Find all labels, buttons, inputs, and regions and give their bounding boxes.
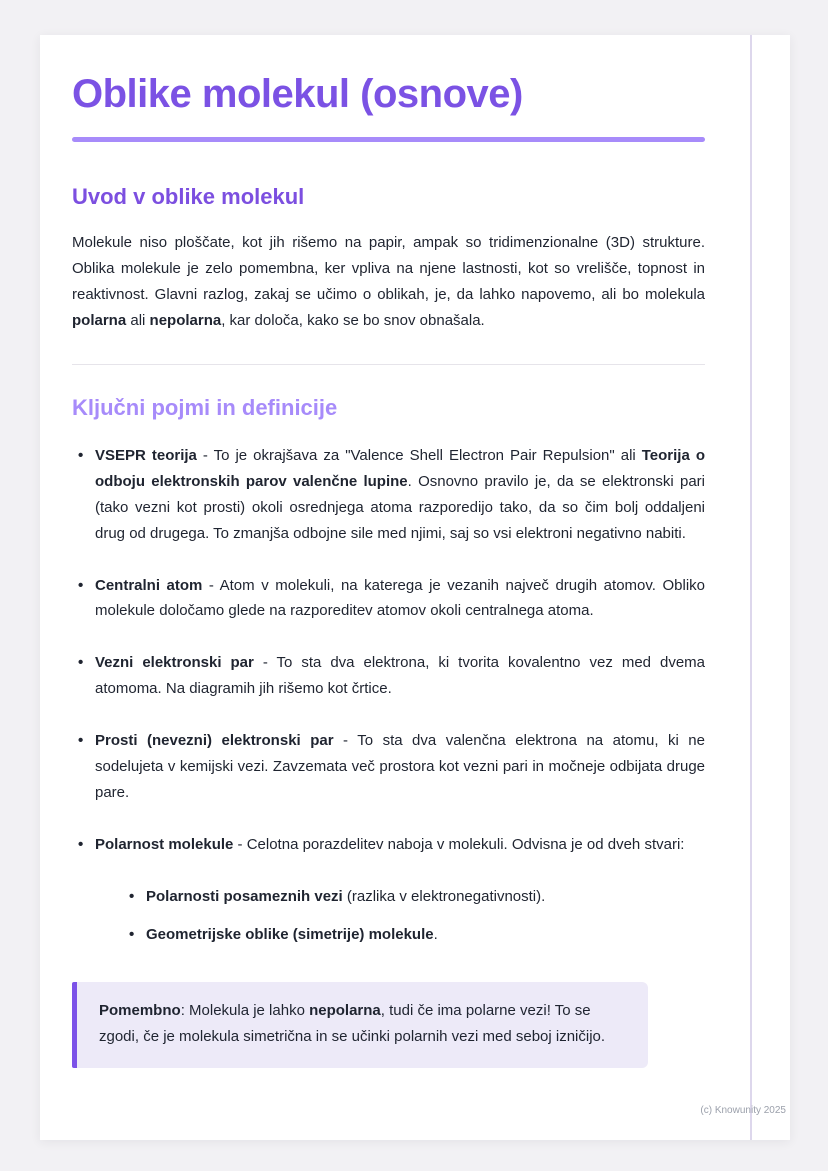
list-item-vezni-par: [72, 650, 705, 702]
list-item-text: Centralni atom - Atom v molekuli, na katerega je vezanih največ drugih atomov. Obliko molekule določamo glede na razporeditev atomov okoli centralnega atoma.: [95, 576, 705, 620]
list-item-text: VSEPR teorija - To je okrajšava za "Valence Shell Electron Pair Repulsion" ali Teorija o odboju elektronskih parov valenčne lupine. Osnovno pravilo je, da se elektronski pari (tako vezni kot prosti) okoli osrednjega atoma razporedijo tako, da so čim bolj oddaljeni drug od drugega. To zmanjša odbojne sile med njimi, saj so vsi elektroni negativno nabiti.: [95, 446, 705, 542]
copyright-watermark: (c) Knowunity 2025: [700, 1105, 786, 1116]
list-item-prosti-par: [72, 728, 705, 806]
page-title: Oblike molekul (osnove): [72, 72, 523, 116]
list-item-text: Vezni elektronski par - To sta dva elektrona, ki tvorita kovalentno vez med dvema atomoma. Na diagramih jih rišemo kot črtice.: [95, 654, 705, 698]
sub-list-item-polarnost-vezi: [123, 884, 705, 910]
document-page: [40, 35, 790, 1140]
sub-terms-list: [123, 884, 705, 948]
list-item-centralni-atom: [72, 573, 705, 625]
title-underline: [72, 137, 705, 142]
intro-paragraph: Molekule niso ploščate, kot jih rišemo na papir, ampak so tridimenzionalne (3D) strukture. Oblika molekule je zelo pomembna, ker vpliva na njene lastnosti, kot so vrelišče, topnost in reaktivnost. Glavni razlog, zakaj se učimo o oblikah, je, da lahko napovemo, ali bo molekula polarna ali nepolarna, kar določa, kako se bo snov obnašala.: [72, 234, 705, 329]
notebook-margin-line: [750, 35, 752, 1140]
list-item-polarnost: [72, 832, 705, 948]
sub-list-item-geometrija: [123, 922, 705, 948]
list-item-text: Prosti (nevezni) elektronski par - To sta dva valenčna elektrona na atomu, ki ne sodelujeta v kemijski vezi. Zavzemata več prostora kot vezni pari in močneje odbijata druge pare.: [95, 732, 705, 802]
section-heading-uvod: Uvod v oblike molekul: [72, 184, 305, 209]
terms-list: [72, 443, 705, 948]
section-divider: [72, 364, 705, 365]
callout-text: Pomembno: Molekula je lahko nepolarna, tudi če ima polarne vezi! To se zgodi, če je molekula simetrična in se učinki polarnih vezi med seboj izničijo.: [99, 1001, 606, 1046]
list-item-vsepr: [72, 443, 705, 547]
list-item-text: Polarnost molekule - Celotna porazdelitev naboja v molekuli. Odvisna je od dveh stvari:: [95, 836, 685, 854]
section-heading-pojmi: Ključni pojmi in definicije: [72, 394, 338, 420]
callout-box: [72, 982, 648, 1069]
sub-list-item-text: Geometrijske oblike (simetrije) molekule.: [146, 925, 438, 943]
sub-list-item-text: Polarnosti posameznih vezi (razlika v elektronegativnosti).: [146, 888, 546, 905]
